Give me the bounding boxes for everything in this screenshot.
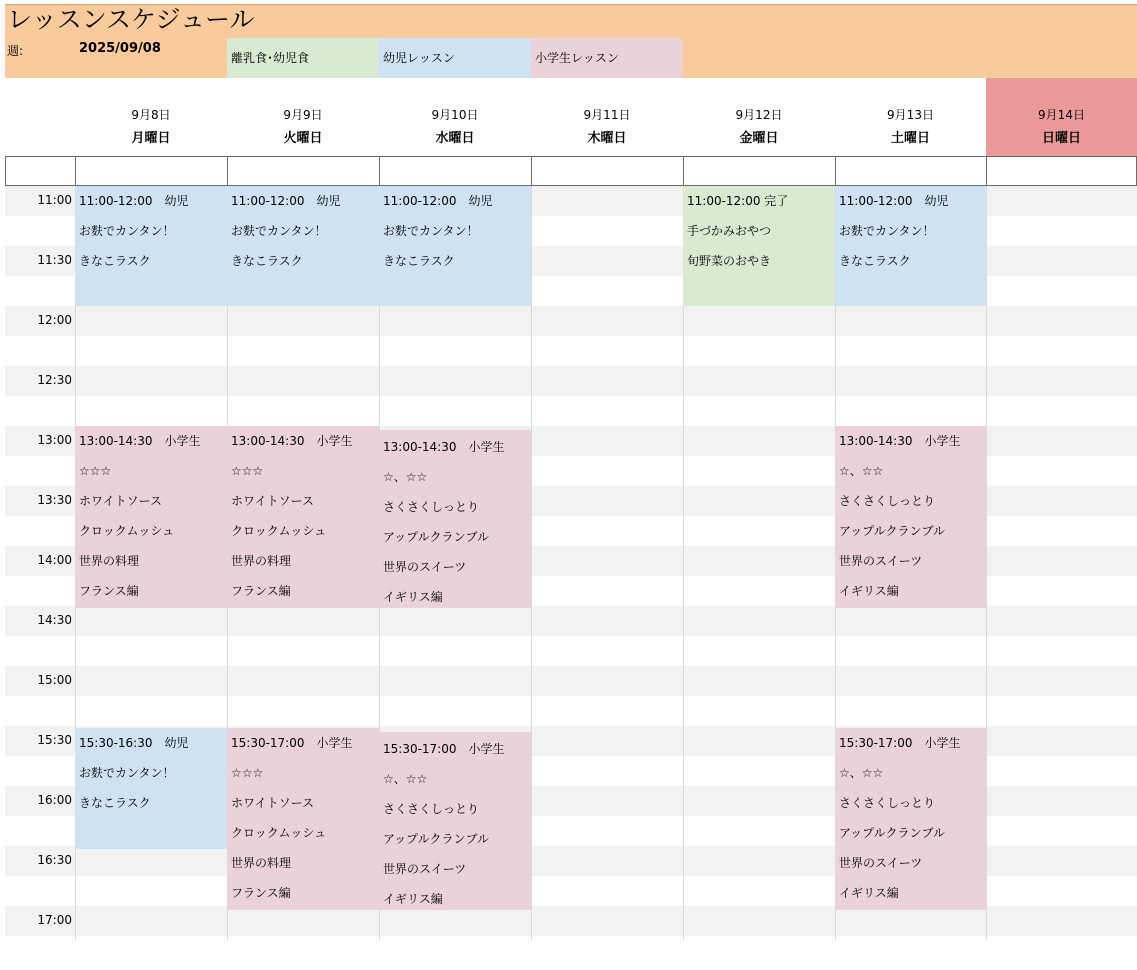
time-label[interactable]: 11:30 (37, 253, 72, 267)
lesson-line: イギリス編 (383, 892, 443, 906)
entry-cell-time[interactable] (5, 156, 76, 186)
lesson-line: ☆☆☆ (79, 464, 112, 478)
lesson-line: さくさくしっとり (383, 802, 480, 816)
day-header-tue[interactable] (227, 78, 379, 156)
day-header-mon[interactable] (75, 78, 227, 156)
lesson-block-elementary[interactable] (227, 728, 379, 910)
lesson-line: 13:00-14:30 小学生 (231, 434, 353, 448)
day-weekday: 土曜日 (890, 131, 930, 146)
lesson-block-elementary[interactable] (227, 426, 379, 608)
lesson-line: 旬野菜のおやき (687, 254, 772, 268)
day-weekday: 月曜日 (131, 131, 171, 146)
lesson-line: ☆、☆☆ (383, 470, 428, 484)
entry-cell-tue[interactable] (227, 156, 380, 186)
lesson-line: ☆、☆☆ (839, 464, 884, 478)
entry-cell-fri[interactable] (683, 156, 836, 186)
lesson-line: 11:00-12:00 幼児 (79, 194, 189, 208)
lesson-line: 15:30-17:00 小学生 (231, 736, 353, 750)
lesson-block-toddler[interactable] (75, 186, 227, 306)
day-date: 9月14日 (1038, 108, 1085, 122)
time-label[interactable]: 15:30 (37, 733, 72, 747)
day-date: 9月9日 (283, 108, 323, 122)
day-weekday: 木曜日 (587, 131, 627, 146)
row-band (5, 666, 1137, 696)
lesson-line: フランス編 (231, 886, 291, 900)
week-label: 週: (7, 44, 24, 58)
lesson-line: お麩でカンタン！ (383, 224, 479, 238)
time-label[interactable]: 11:00 (37, 193, 72, 207)
lesson-line: ☆☆☆ (231, 464, 264, 478)
lesson-block-weaning[interactable] (683, 186, 835, 306)
day-header-fri[interactable] (683, 78, 835, 156)
time-label[interactable]: 16:00 (37, 793, 72, 807)
lesson-block-elementary[interactable] (835, 426, 986, 608)
time-label[interactable]: 12:30 (37, 373, 72, 387)
lesson-line: お麩でカンタン！ (79, 224, 175, 238)
lesson-line: 手づかみおやつ (687, 224, 772, 238)
lesson-block-elementary[interactable] (379, 732, 531, 910)
lesson-line: クロックムッシュ (79, 524, 175, 538)
entry-cell-mon[interactable] (75, 156, 228, 186)
lesson-line: 15:30-17:00 小学生 (383, 742, 505, 756)
lesson-line: アップルクランブル (383, 530, 489, 544)
lesson-line: お麩でカンタン！ (79, 766, 175, 780)
day-date: 9月10日 (431, 108, 479, 122)
day-header-sun[interactable] (986, 78, 1137, 156)
day-date: 9月8日 (131, 108, 171, 122)
lesson-block-elementary[interactable] (75, 426, 227, 608)
time-label[interactable]: 12:00 (37, 313, 72, 327)
lesson-line: 世界の料理 (231, 554, 292, 568)
week-date[interactable]: 2025/09/08 (79, 41, 161, 56)
lesson-line: 13:00-14:30 小学生 (839, 434, 961, 448)
lesson-line: ホワイトソース (231, 494, 315, 508)
day-date: 9月12日 (735, 108, 783, 122)
lesson-line: さくさくしっとり (383, 500, 480, 514)
lesson-line: アップルクランブル (383, 832, 489, 846)
time-label[interactable]: 14:30 (37, 613, 72, 627)
time-label[interactable]: 17:00 (37, 913, 72, 927)
time-label[interactable]: 13:00 (37, 433, 72, 447)
lesson-line: さくさくしっとり (839, 494, 936, 508)
row-band (5, 606, 1137, 636)
lesson-line: ホワイトソース (79, 494, 163, 508)
day-weekday: 火曜日 (283, 131, 323, 146)
lesson-line: きなこラスク (839, 254, 911, 268)
time-label[interactable]: 16:30 (37, 853, 72, 867)
lesson-line: お麩でカンタン！ (231, 224, 327, 238)
lesson-line: 世界の料理 (79, 554, 140, 568)
entry-cell-sat[interactable] (835, 156, 987, 186)
lesson-line: 世界のスイーツ (839, 856, 923, 870)
lesson-line: 11:00-12:00 幼児 (383, 194, 493, 208)
row-band (5, 906, 1137, 936)
lesson-line: 11:00-12:00 幼児 (231, 194, 341, 208)
lesson-line: イギリス編 (839, 584, 899, 598)
day-header-thu[interactable] (531, 78, 683, 156)
time-label[interactable]: 13:30 (37, 493, 72, 507)
lesson-line: 世界のスイーツ (383, 862, 467, 876)
day-weekday: 金曜日 (739, 131, 779, 146)
row-band (5, 366, 1137, 396)
day-header-wed[interactable] (379, 78, 531, 156)
lesson-block-elementary[interactable] (379, 430, 531, 608)
lesson-line: ☆、☆☆ (839, 766, 884, 780)
lesson-line: イギリス編 (839, 886, 899, 900)
lesson-block-toddler[interactable] (227, 186, 379, 306)
lesson-line: きなこラスク (79, 796, 151, 810)
entry-cell-thu[interactable] (531, 156, 684, 186)
legend-toddler-lesson[interactable]: 幼児レッスン (379, 38, 531, 78)
day-date: 9月11日 (583, 108, 631, 122)
page-title[interactable]: レッスンスケジュール (7, 5, 255, 34)
entry-cell-wed[interactable] (379, 156, 532, 186)
column-divider (531, 186, 532, 940)
lesson-line: 11:00-12:00 幼児 (839, 194, 949, 208)
lesson-block-toddler[interactable] (835, 186, 986, 306)
lesson-line: アップルクランブル (839, 524, 945, 538)
day-date: 9月13日 (887, 108, 934, 122)
time-label[interactable]: 15:00 (37, 673, 72, 687)
day-weekday: 水曜日 (435, 131, 475, 146)
lesson-line: 15:30-17:00 小学生 (839, 736, 961, 750)
lesson-line: フランス編 (79, 584, 139, 598)
lesson-line: ☆☆☆ (231, 766, 264, 780)
lesson-line: さくさくしっとり (839, 796, 936, 810)
lesson-line: ホワイトソース (231, 796, 315, 810)
lesson-line: フランス編 (231, 584, 291, 598)
day-header-sat[interactable] (835, 78, 986, 156)
lesson-line: きなこラスク (231, 254, 303, 268)
lesson-block-elementary[interactable] (835, 728, 986, 910)
lesson-line: 世界の料理 (231, 856, 292, 870)
legend-elementary-lesson[interactable]: 小学生レッスン (531, 38, 682, 78)
lesson-line: クロックムッシュ (231, 826, 327, 840)
lesson-line: きなこラスク (79, 254, 151, 268)
lesson-block-toddler[interactable] (75, 728, 227, 849)
entry-cell-sun[interactable] (986, 156, 1137, 186)
lesson-line: ☆、☆☆ (383, 772, 428, 786)
lesson-line: 11:00-12:00 完了 (687, 194, 789, 208)
lesson-line: 15:30-16:30 幼児 (79, 736, 189, 750)
lesson-line: アップルクランブル (839, 826, 945, 840)
lesson-block-toddler[interactable] (379, 186, 531, 306)
lesson-line: 13:00-14:30 小学生 (79, 434, 201, 448)
lesson-line: 世界のスイーツ (839, 554, 923, 568)
lesson-line: イギリス編 (383, 590, 443, 604)
lesson-line: クロックムッシュ (231, 524, 327, 538)
lesson-line: 世界のスイーツ (383, 560, 467, 574)
row-band (5, 306, 1137, 336)
day-weekday: 日曜日 (1041, 131, 1081, 146)
lesson-line: きなこラスク (383, 254, 455, 268)
lesson-line: 13:00-14:30 小学生 (383, 440, 505, 454)
column-divider (986, 186, 987, 940)
time-label[interactable]: 14:00 (37, 553, 72, 567)
legend-weaning-food[interactable]: 離乳食･幼児食 (227, 38, 379, 78)
lesson-line: お麩でカンタン！ (839, 224, 935, 238)
